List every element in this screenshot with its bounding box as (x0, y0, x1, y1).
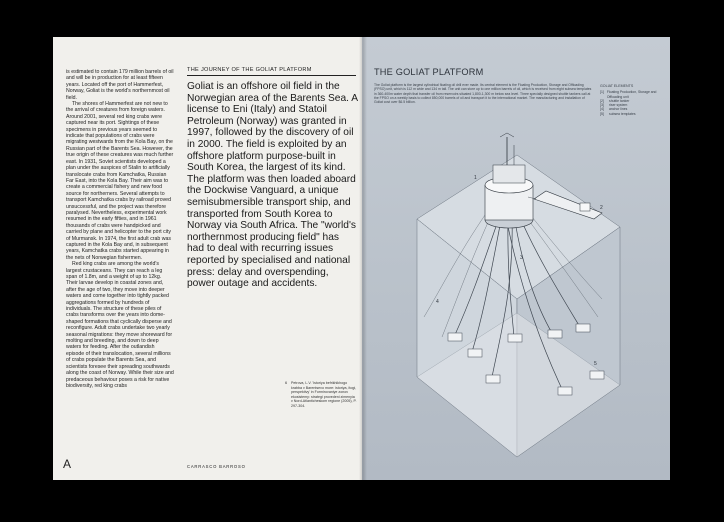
callout-2: 2 (600, 205, 603, 211)
footer-author: CARRASCO BARROSO (187, 464, 246, 469)
illustration-intro: The Goliat platform is the largest cylindrical floating oil drill ever made. Its central element is the Floating Production, Storage and Offloading (FPSO) unit, which is 112 m wide and 134 m tall. The unit can store up to one million barrels of oil, which is received from eight subsea templates in 360-400m water depth that transfer oil from reservoirs situated 1,800-1,300 m below sea level. Three specially designed shuttle tankers call at the FPSO on a weekly basis to collect 850,000 barrels of oil and transport it to the international market. The manufacturing and installation of Goliat cost over $6.5 billion. (374, 83, 592, 105)
legend-title: GOLIAT ELEMENTS (600, 84, 634, 88)
footnote: Petrova, L.V. 'Istoriya befrikhikhogo krabba v Barentsevo more: istoriya, itogi, perspektivy' in Formirovaniye zonov ekosistemy: strategi provedeni zimenyia v Nord-Atlanticheskom regione (2005), P. 297-304. (291, 381, 357, 408)
legend-item: [1] Floating Production, Storage and Offloading unit (600, 90, 657, 99)
subsea-template (468, 349, 482, 357)
fpso-platform (485, 133, 533, 228)
illustration-title: THE GOLIAT PLATFORM (374, 67, 484, 77)
subsea-template (558, 387, 572, 395)
subsea-template (576, 324, 590, 332)
lead-paragraph: Goliat is an offshore oil field in the Norwegian area of the Barents Sea. A license to Eni (Italy) and Statoil Petroleum (Norway) was granted in 1997, followed by the discovery of oil in 2000. The field is exploited by an offshore platform purpose-built in South Korea, the largest of its kind. The platform was then loaded aboard the Dockwise Vanguard, a unique semisubmersible transport ship, and transported from South Korea to Norway via South Africa. The "world's northernmost producing field" has had to deal with recurring issues reported by specialised and national press: delay and overspending, power outage and accidents. (187, 81, 358, 290)
platform-illustration (362, 37, 670, 480)
legend-item: [5] subsea templates (600, 111, 636, 116)
paragraph: The shores of Hammerfest are not new to the arrival of creatures from foreign waters. Around 2001, several red king crabs were captured near its port. Sightings of these specimens in previous years seemed to indicate that populations of crabs were migrating westwards from the Kola Bay, on the Russian part of the Barents Sea. However, the true origin of these creatures was much further east. In 1931, Soviet scientists developed a plan under the auspices of Stalin to artificially translocate crabs from Kamchatka, Russian Far East, into the Kola Bay. Their aim was to create a commercial fishery and new food source for northerners. Several attempts to transport Kamchatka crabs by railroad proved unsuccessful, and the project was therefore paralysed. Nevertheless, experimental work resumed in the early fifties, and in 1961 thousands of crabs were handpicked and carried by plane and helicopter to the port city of Murmansk. In 1974, the first adult crab was captured in the Kola Bay and, in subsequent years, Kamchatka crabs started appearing in the nets of Norwegian fishermen. (66, 101, 174, 261)
magazine-spread (53, 37, 670, 480)
paragraph: is estimated to contain 179 million barrels of oil and will be in production for at least fifteen years. Located off the port of Hammerfest, Norway, Goliat is the world's northernmost oil field. (66, 69, 174, 101)
subsea-template (590, 371, 604, 379)
paragraph: Red king crabs are among the world's largest crustaceans. They can reach a leg span of 1.8m, and a weight of up to 12kg. Their larvae develop in coastal zones and, after the age of two, they move into deeper waters and come together into tightly packed aggregations formed by hundreds of individuals. The structure of these piles of crabs transforms over the years into dome-shaped formations that cyclically disperse and reconfigure. Adult crabs undertake two yearly seasonal migrations: they move shoreward for molting and breeding, and down to deep waters for feeding. After the outlandish episode of their translocation, several millions of crabs populate the Barents Sea, and scientists foresee their spreading southwards along the coast of Norway. While their size and predaceous behaviour poses a risk for native biodiversity, red king crabs (66, 261, 174, 389)
subsea-template (548, 330, 562, 338)
left-page (53, 37, 362, 480)
right-page (362, 37, 670, 480)
running-head: THE JOURNEY OF THE GOLIAT PLATFORM (187, 67, 356, 76)
legend-item: [4] anchor lines (600, 107, 628, 112)
subsea-template (448, 333, 462, 341)
legend-item: [2] shuttle tanker (600, 98, 630, 103)
subsea-template (486, 375, 500, 383)
subsea-template (508, 334, 522, 342)
spine-shadow (359, 37, 367, 480)
legend-item: [3] riser system (600, 103, 628, 108)
callout-4: 4 (436, 299, 439, 305)
callout-3: 3 (520, 255, 523, 261)
callout-5: 5 (594, 361, 597, 367)
callout-1: 1 (474, 175, 477, 181)
footnote-number: 6 (285, 381, 288, 385)
folio: A (63, 457, 72, 471)
body-column (66, 69, 174, 389)
